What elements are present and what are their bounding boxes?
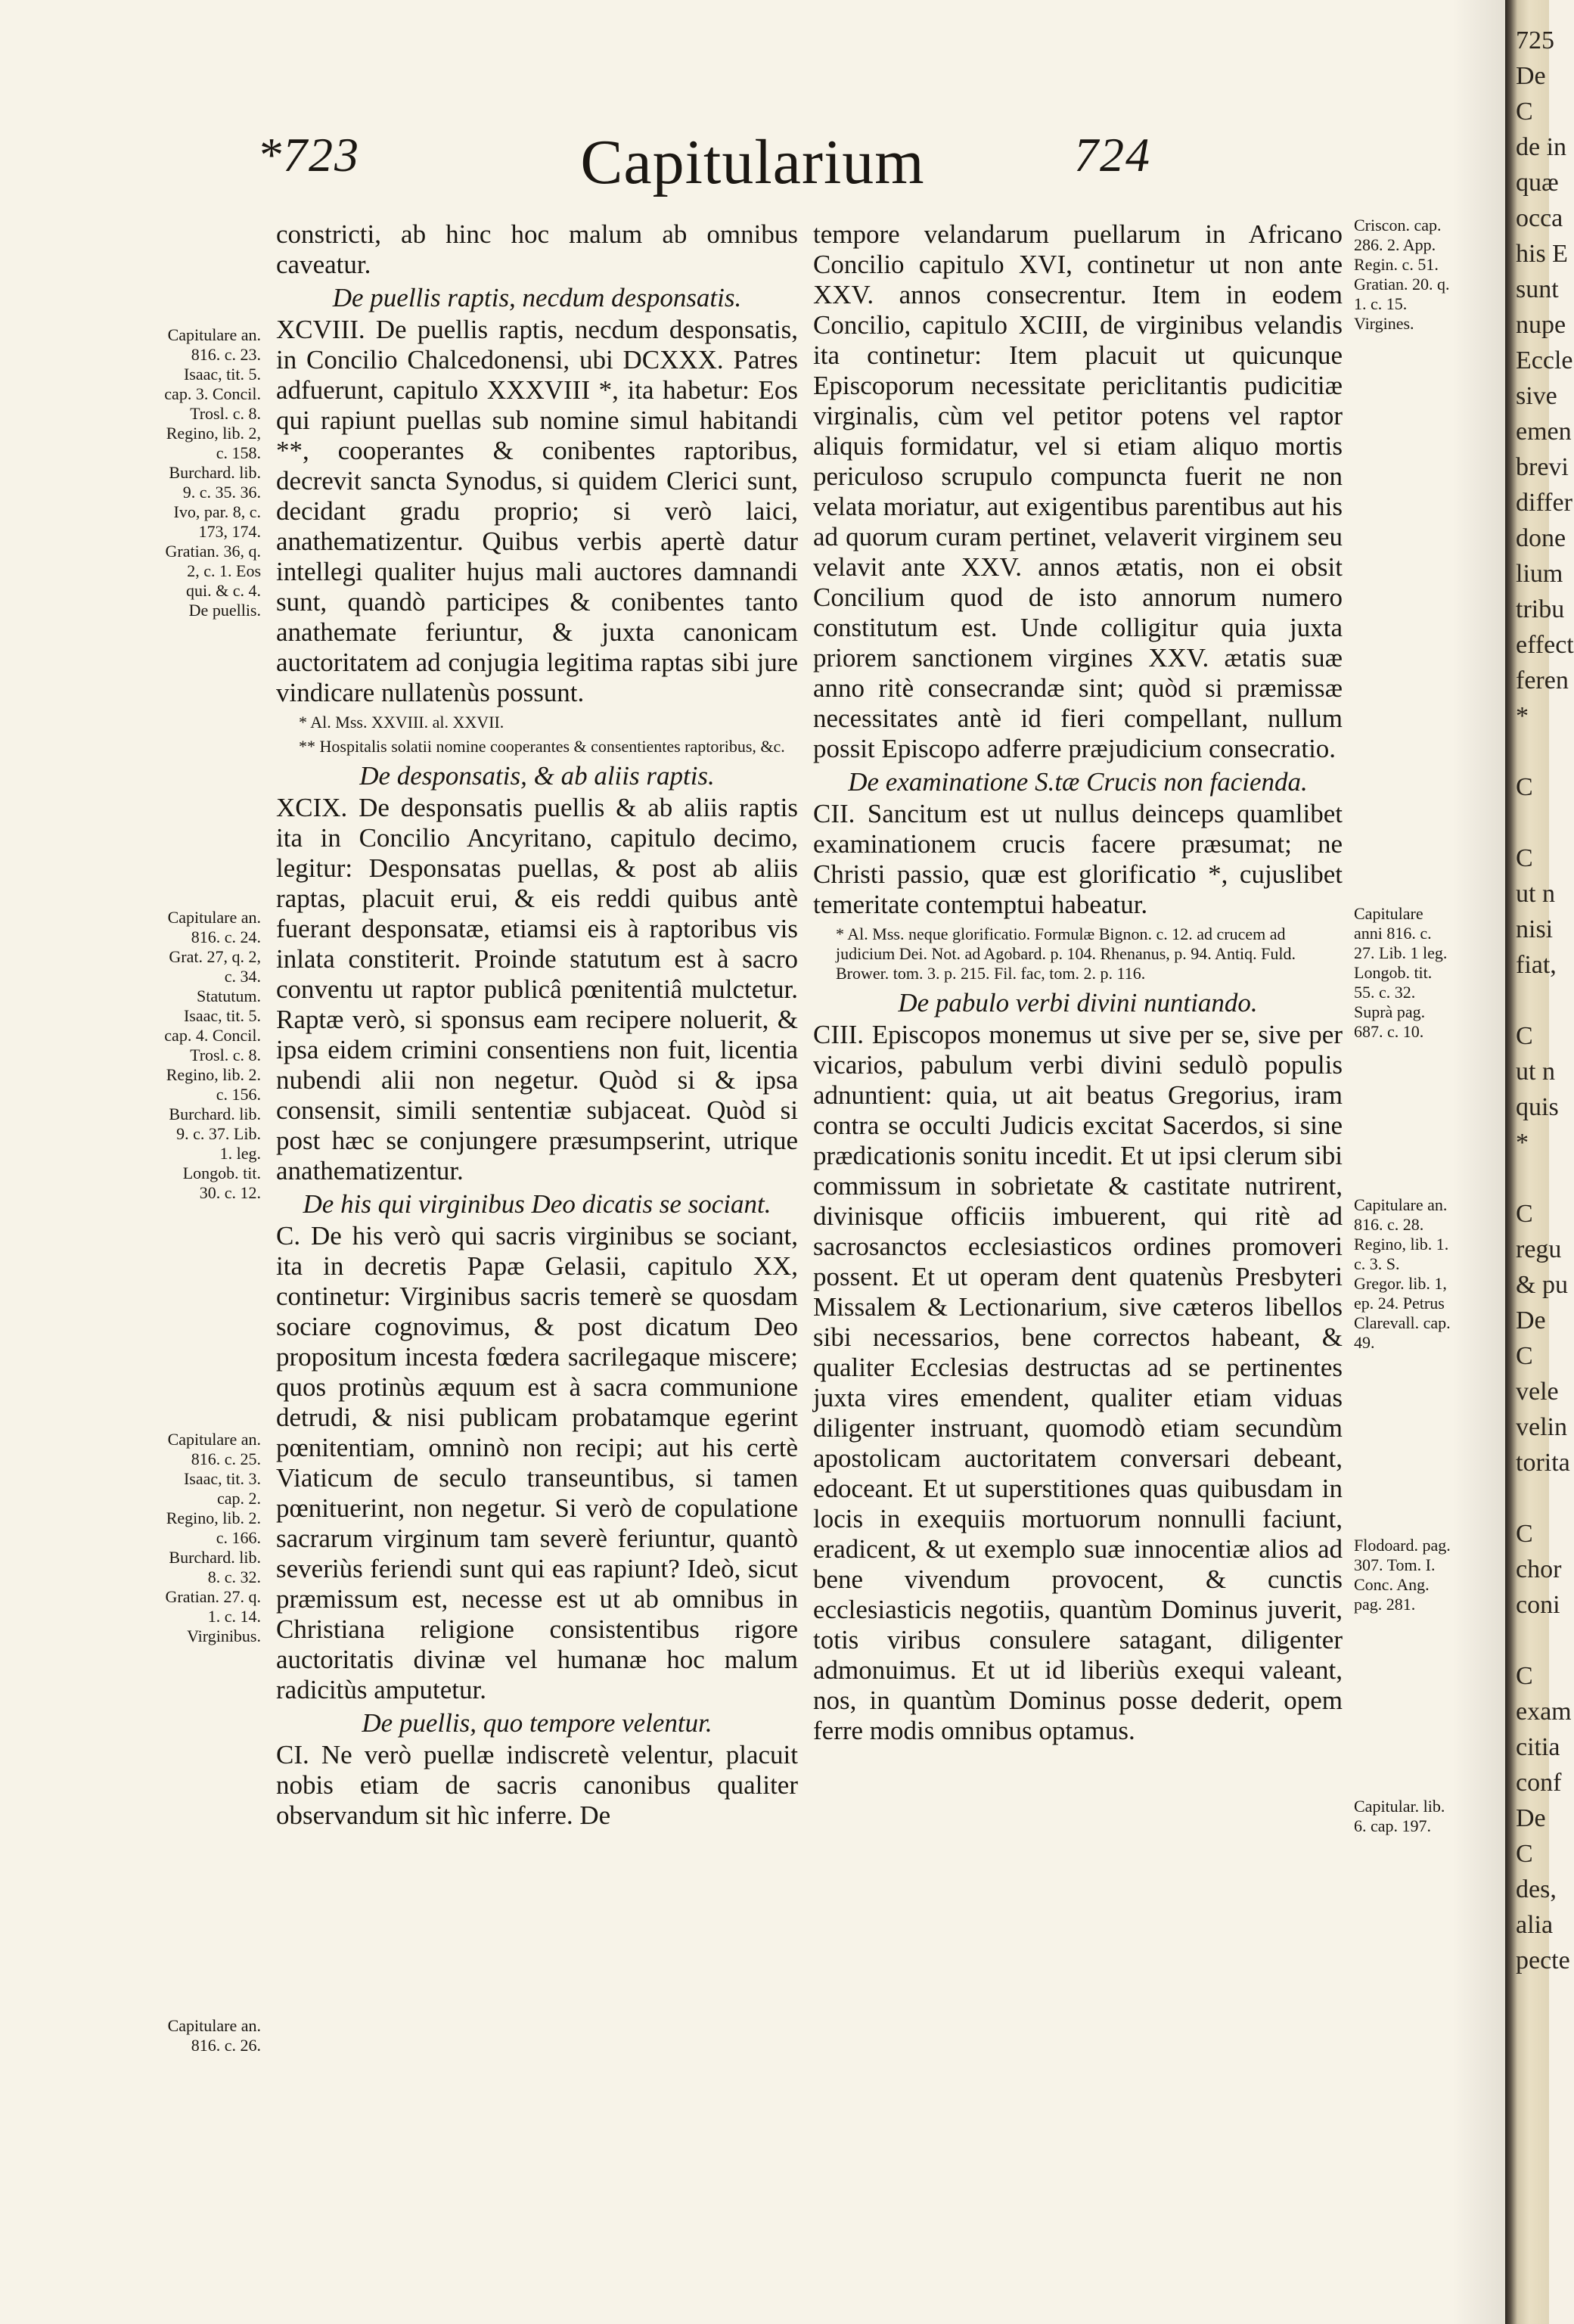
edge-line <box>1516 734 1549 769</box>
edge-line: & pu <box>1516 1271 1568 1299</box>
edge-line: conf <box>1516 1769 1562 1797</box>
paragraph: constricti, ab hinc hoc malum ab omnibus caveatur. <box>276 219 798 279</box>
edge-line: occa <box>1516 204 1563 232</box>
footnote: * Al. Mss. neque glorificatio. Formulæ Bignon. c. 12. ad crucem ad judicium Dei. Not. ad Agobard. p. 104. Rhenanus, p. 94. Antiq. Fuld. Brower. tom. 3. p. 215. Fil. fac, tom. 2. p. 116. <box>836 924 1296 983</box>
edge-line: C <box>1516 1200 1533 1228</box>
edge-line: chor <box>1516 1555 1562 1583</box>
left-page-number: *723 <box>257 128 360 182</box>
edge-line: lium <box>1516 560 1563 588</box>
edge-line: torita <box>1516 1449 1570 1477</box>
edge-line: * <box>1516 702 1529 730</box>
edge-line: feren <box>1516 666 1569 694</box>
paragraph: XCIX. De desponsatis puellis & ab aliis raptis ita in Concilio Ancyritano, capitulo decimo, legitur: Desponsatas puellas, & post ab aliis raptas, placuit erui, & eis reddi quibus antè fuerant desponsatæ, etiamsi eis à raptoribus vis inlata constiterit. Proinde statutum est à sacro conventu ut raptor publicâ pœnitentiâ mulctetur. Raptæ verò, si sponsus eam recipere noluerit, & ipsa eidem crimini consentiens non fuit, licentia nubendi alii non negetur. Quòd si & ipsa consensit, simili sententiæ subjaceat. Quòd si post hæc se conjungere præsumpserint, utrique anathematizentur. <box>276 793 798 1185</box>
section-heading: De his qui virginibus Deo dicatis se sociant. <box>303 1189 771 1219</box>
edge-line: sunt <box>1516 275 1559 303</box>
paragraph: C. De his verò qui sacris virginibus se sociant, ita in decretis Papæ Gelasii, capitulo XX, continetur: Virginibus sacris temerè se quosdam sociare cognovimus, & post dicatum Deo propositum incesta fœdera sacrilegaque miscere; quos protinùs æquum est à sacra communione detrudi, & nisi publicam probatamque egerint pœnitentiam, omninò non recipi; aut his certè Viaticum de seculo transeuntibus, si tamen pœnituerint, non negetur. Si verò de copulatione sacrarum virginum tam severè feriuntur, quantò severiùs feriendi sunt qui eas rapiunt? Ideò, sicut præmissum est, necesse est ut ab omnibus in Christiana religione consistentibus rigore auctoritatis divinæ vel humanæ hoc malum radicitùs amputetur. <box>276 1221 798 1704</box>
footnote: ** Hospitalis solatii nomine cooperantes & consentientes raptoribus, &c. <box>299 737 785 756</box>
edge-line <box>1516 1160 1549 1196</box>
margin-note-left-1: Capitulare an. 816. c. 23. Isaac, tit. 5. cap. 3. Concil. Trosl. c. 8. Regino, lib. 2, c. 158. Burchard. lib. 9. c. 35. 36. Ivo, par. 8, c. 173, 174. Gratian. 36, q. 2, c. 1. Eos qui. & c. 4. De puellis. <box>164 325 261 620</box>
margin-note-right-4: Flodoard. pag. 307. Tom. I. Conc. Ang. pag. 281. <box>1354 1536 1451 1614</box>
edge-line: De <box>1516 1306 1546 1334</box>
text-column-left <box>276 219 798 1834</box>
edge-line: ut n <box>1516 1058 1555 1086</box>
edge-line: nisi <box>1516 915 1554 943</box>
edge-line: C <box>1516 1342 1533 1370</box>
edge-line: effect <box>1516 631 1574 659</box>
edge-line: C <box>1516 98 1533 126</box>
edge-line: tribu <box>1516 595 1565 623</box>
edge-line: his E <box>1516 240 1568 268</box>
edge-line: alia <box>1516 1911 1554 1939</box>
next-page-edge <box>1516 23 1574 2324</box>
edge-line: * <box>1516 1129 1529 1157</box>
edge-line: sive <box>1516 382 1557 410</box>
edge-line <box>1516 805 1549 840</box>
running-title: Capitularium <box>580 127 925 197</box>
edge-line: 725 <box>1516 26 1554 54</box>
margin-note-left-2: Capitulare an. 816. c. 24. Grat. 27, q. 2, c. 34. Statutum. Isaac, tit. 5. cap. 4. Concil. Trosl. c. 8. Regino, lib. 2. c. 156. Burchard. lib. 9. c. 37. Lib. 1. leg. Longob. tit. 30. c. 12. <box>164 908 261 1202</box>
edge-line <box>1516 1480 1549 1516</box>
edge-line: emen <box>1516 418 1572 446</box>
edge-line: regu <box>1516 1235 1562 1263</box>
paragraph: XCVIII. De puellis raptis, necdum desponsatis, in Concilio Chalcedonensi, ubi DCXXX. Patres adfuerunt, capitulo XXXVIII *, ita habetur: Eos qui rapiunt puellas sub nomine simul habitandi **, cooperantes & conibentes raptoribus, decrevit sancta Synodus, si quidem Clerici sunt, decidant gradu proprio; si verò laici, anathematizentur. Quibus verbis apertè datur intellegi qualiter hujus mali auctores damnandi sunt, quandò participes & conibentes tanto anathemate feriuntur, & juxta canonicam auctoritatem ad conjugia legitima raptas sibi jure vindicare nullatenùs possunt. <box>276 315 798 707</box>
margin-note-left-3: Capitulare an. 816. c. 25. Isaac, tit. 3. cap. 2. Regino, lib. 2. c. 166. Burchard. lib. 8. c. 32. Gratian. 27. q. 1. c. 14. Virginibus. <box>165 1430 261 1645</box>
paragraph: CI. Ne verò puellæ indiscretè velentur, placuit nobis etiam de sacris canonibus qualiter observandum sit hìc inferre. De <box>276 1740 798 1830</box>
margin-note-right-2: Capitulare anni 816. c. 27. Lib. 1 leg. Longob. tit. 55. c. 32. Suprà pag. 687. c. 10. <box>1354 904 1448 1041</box>
margin-note-left-4: Capitulare an. 816. c. 26. <box>167 2016 261 2055</box>
edge-line <box>1516 1623 1549 1658</box>
footnote: * Al. Mss. XXVIII. al. XXVII. <box>299 713 504 732</box>
edge-line: C <box>1516 1520 1533 1548</box>
edge-line: nupe <box>1516 311 1566 339</box>
section-heading: De desponsatis, & ab aliis raptis. <box>359 761 715 791</box>
page-shadow <box>1452 0 1505 2324</box>
edge-line: De <box>1516 62 1546 90</box>
edge-line: Eccle <box>1516 346 1573 374</box>
edge-line <box>1516 983 1549 1018</box>
edge-line: C <box>1516 1840 1533 1868</box>
edge-line: quis <box>1516 1093 1559 1121</box>
edge-line: differ <box>1516 489 1572 517</box>
paragraph: tempore velandarum puellarum in Africano Concilio capitulo XVI, continetur ut non ante XXV. annos consecrentur. Item in eodem Concilio, capitulo XCIII, de virginibus velandis ita continetur: Item placuit ut quicunque Episcoporum necessitate periclitantis pudicitiæ virginalis, cùm vel petitor potens vel raptor aliquis formidatur, vel si etiam aliquo mortis periculoso scrupulo compuncta fuerit ne non velata moriatur, aut exigentibus parentibus aut his ad quorum curam pertinet, velaverit virginem seu velavit ante XXV. annos ætatis, non ei obsit Concilium quod de isto annorum numero constitutum est. Unde colligitur quia juxta priorem sanctionem virgines XXV. ætatis suæ anno ritè consecrandæ sint; quòd si præmissæ necessitates antè id fieri compellant, nullum possit Episcopo adferre præjudicium consecratio. <box>813 219 1343 763</box>
edge-line: vele <box>1516 1378 1559 1406</box>
right-page-number: 724 <box>1074 128 1151 182</box>
section-heading: De puellis raptis, necdum desponsatis. <box>332 283 742 312</box>
edge-line: ut n <box>1516 880 1555 908</box>
edge-line: exam <box>1516 1698 1572 1726</box>
margin-note-right-5: Capitular. lib. 6. cap. 197. <box>1354 1797 1445 1835</box>
edge-line: C <box>1516 844 1533 872</box>
edge-line: velin <box>1516 1413 1567 1441</box>
edge-line: pecte <box>1516 1947 1570 1974</box>
paragraph: CIII. Episcopos monemus ut sive per se, sive per vicarios, pabulum verbi divini sedulò populis adnuntient: quia, ut ait beatus Gregorius, iram contra se occulti Judicis excitat Sacerdos, si sine prædicationis sonitu incedit. Et ut ipsi clerum sibi commissum in sobrietate & castitate nutrirent, divinisque officiis imbuerent, qui ritè ad sacrosanctos ecclesiasticos ordines promoveri possent. Et ut operam dent quatenùs Presbyteri Missalem & Lectionarium, sive cæteros libellos sibi necessarios, bene correctos habeant, & qualiter Ecclesias destructas ad se pertinentes juxta vires emendent, qualiter etiam viduas diligenter instruant, quomodò etiam secundùm apostolicam auctoritatem conversari debeant, edoceant. Et ut superstitiones quas quibusdam in locis in exequiis mortuorum nonnulli faciunt, eradicent, & ut exemplo suæ innocentiæ alios ad bene vivendum provocent, & cunctis ecclesiasticis negotiis, quantùm Dominus juverit, totis viribus consulere satagant, diligenter admonuimus. Et ut id liberiùs exequi valeant, nos, in quantùm Dominus posse dederit, opem ferre modis omnibus optamus. <box>813 1020 1343 1745</box>
margin-note-right-1: Criscon. cap. 286. 2. App. Regin. c. 51. Gratian. 20. q. 1. c. 15. Virgines. <box>1354 216 1450 333</box>
edge-line: fiat, <box>1516 951 1557 979</box>
edge-line: C <box>1516 1662 1533 1690</box>
edge-line: coni <box>1516 1591 1560 1619</box>
edge-line: quæ <box>1516 169 1559 197</box>
section-heading: De examinatione S.tæ Crucis non facienda. <box>848 767 1308 797</box>
edge-line: C <box>1516 1022 1533 1050</box>
edge-line: des, <box>1516 1875 1557 1903</box>
edge-line: citia <box>1516 1733 1560 1761</box>
edge-line: brevi <box>1516 453 1569 481</box>
edge-line: done <box>1516 524 1566 552</box>
edge-line: de in <box>1516 133 1567 161</box>
text-column-right <box>813 219 1343 1749</box>
edge-line: De <box>1516 1804 1546 1832</box>
paragraph: CII. Sancitum est ut nullus deinceps quamlibet examinationem crucis facere præsumat; ne Christi passio, quæ est glorificatio *, cujuslibet temeritate contemptui habeatur. <box>813 799 1343 919</box>
section-heading: De pabulo verbi divini nuntiando. <box>898 988 1258 1018</box>
edge-line: C <box>1516 773 1533 801</box>
margin-note-right-3: Capitulare an. 816. c. 28. Regino, lib. 1. c. 3. S. Gregor. lib. 1, ep. 24. Petrus Clarevall. cap. 49. <box>1354 1195 1451 1352</box>
section-heading: De puellis, quo tempore velentur. <box>362 1708 712 1738</box>
